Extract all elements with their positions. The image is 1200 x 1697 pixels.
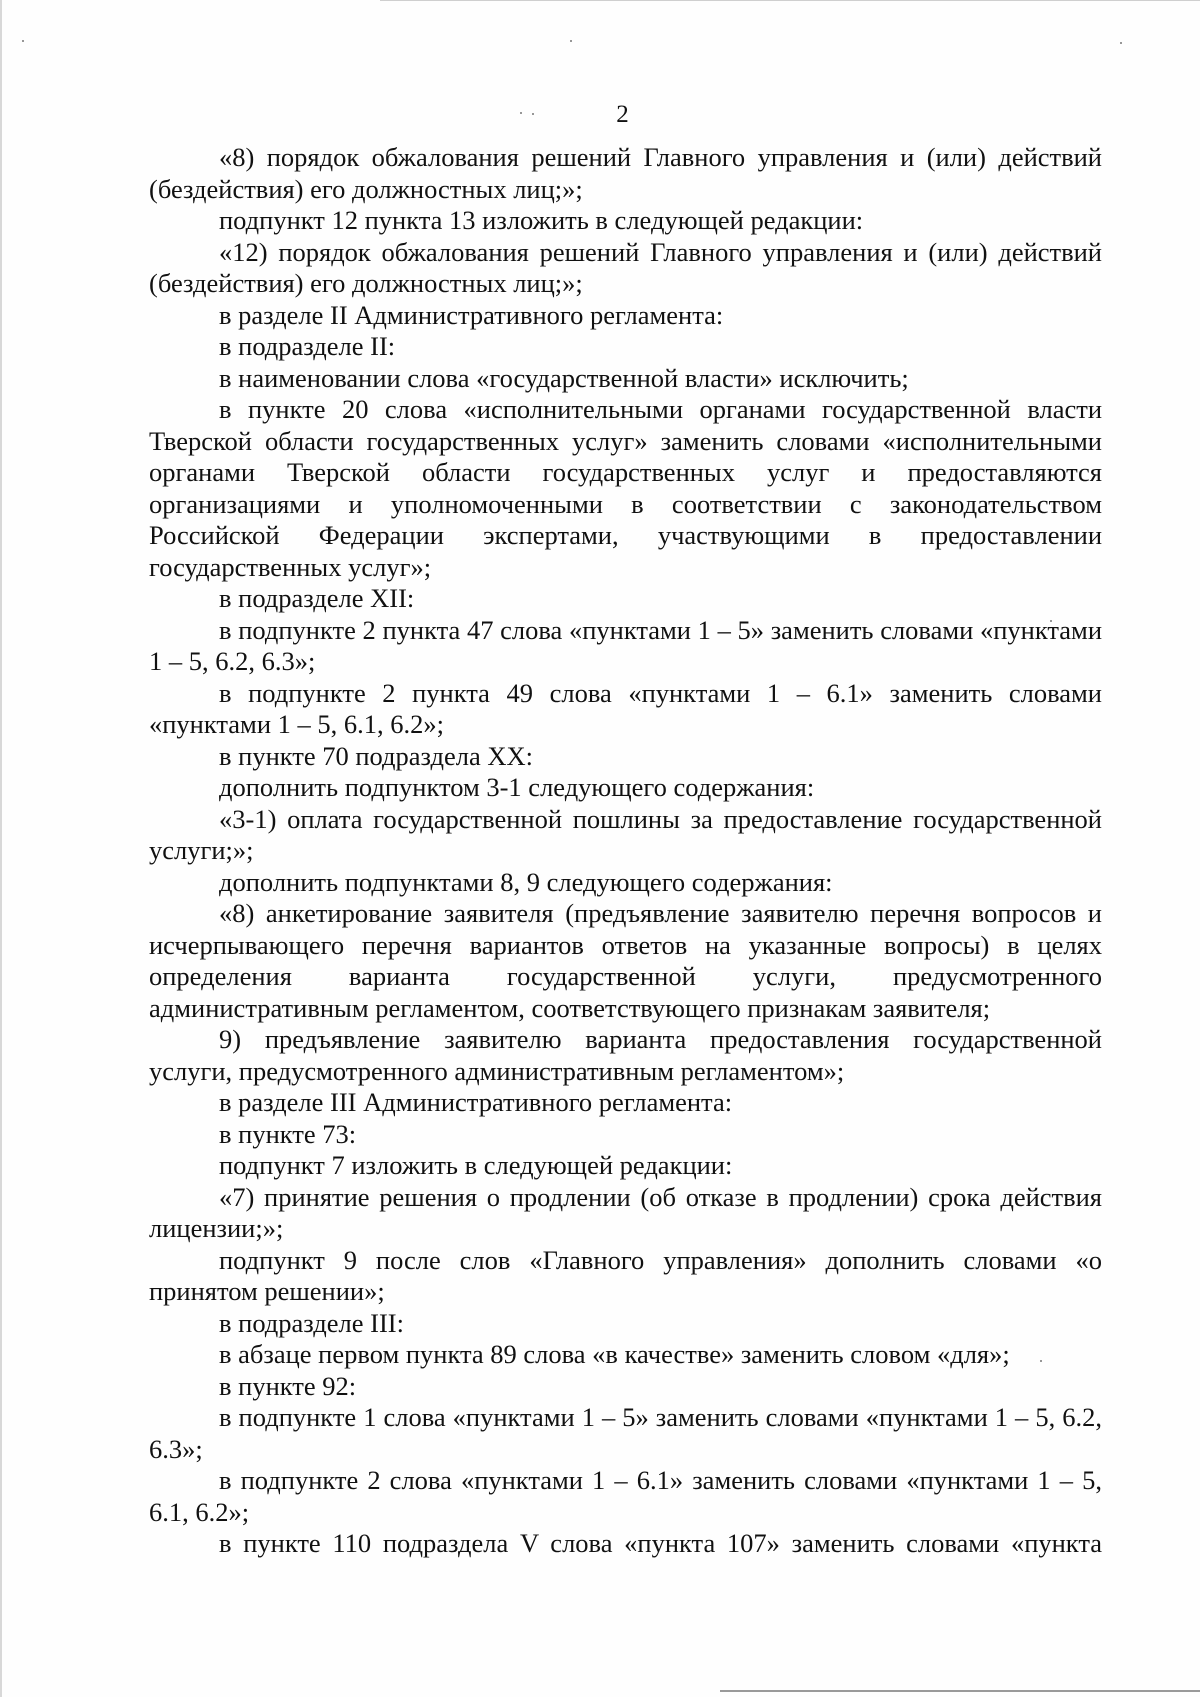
paragraph: 9) предъявление заявителю варианта предоставления государственной услуги, предусмотренного административным регламентом»; [149,1024,1102,1086]
paragraph: в подпункте 2 пункта 49 слова «пунктами 1 – 6.1» заменить словами «пунктами 1 – 5, 6.1, 6.2»; [149,677,1102,739]
paragraph-continued: в пункте 110 подраздела V слова «пункта 107» заменить словами «пункта [219,1528,1102,1558]
paragraph: в пункте 70 подраздела XX: [219,740,534,771]
paragraph: подпункт 12 пункта 13 изложить в следующей редакции: [219,205,864,235]
paragraph: подпункт 9 после слов «Главного управления» дополнить словами «о принятом решении»; [149,1244,1102,1306]
paragraph: «12) порядок обжалования решений Главного управления и (или) действий (бездействия) его должностных лиц;»; [149,236,1102,298]
paragraph: в подразделе XII: [219,583,415,613]
paragraph: в подпункте 1 слова «пунктами 1 – 5» заменить словами «пунктами 1 – 5, 6.2, 6.3»; [149,1402,1102,1464]
paragraph: в подпункте 2 слова «пунктами 1 – 6.1» заменить словами «пунктами 1 – 5, 6.1, 6.2»; [149,1465,1102,1527]
paragraph: подпункт 7 изложить в следующей редакции: [219,1150,733,1180]
scan-edge-top [380,0,1200,1]
paragraph: в абзаце первом пункта 89 слова «в качестве» заменить словом «для»; [219,1339,1010,1369]
scan-speck [570,40,572,42]
paragraph: в пункте 92: [219,1370,357,1401]
paragraph: дополнить подпунктом 3-1 следующего содержания: [219,772,815,802]
paragraph: в пункте 73: [219,1118,357,1149]
paragraph: в разделе II Административного регламента: [219,299,724,330]
paragraph: «3-1) оплата государственной пошлины за предоставление государственной услуги;»; [149,803,1102,865]
paragraph: в пункте 20 слова «исполнительными органами государственной власти Тверской области государственных услуг» заменить словами «исполнительными органами Тверской области государственных услуг и предоставляются организациями и уполномоченными в соответствии с законодательством Российской Федерации экспертами, участвующими в предоставлении государственных услуг»; [149,394,1102,582]
paragraph: в разделе III Административного регламента: [219,1087,733,1117]
scan-edge-left [0,0,2,1697]
paragraph: в подпункте 2 пункта 47 слова «пунктами 1 – 5» заменить словами «пунктами 1 – 5, 6.2, 6.3»; [149,614,1102,676]
document-body [149,142,1102,1560]
paragraph: «8) анкетирование заявителя (предъявление заявителю перечня вопросов и исчерпывающего перечня вариантов ответов на указанные вопросы) в целях определения варианта государственной услуги, предусмотренного административным регламентом, соответствующего признакам заявителя; [149,898,1102,1023]
scan-edge-bottom [720,1690,1200,1692]
paragraph: в подразделе III: [219,1307,404,1338]
paragraph: «7) принятие решения о продлении (об отказе в продлении) срока действия лицензии;»; [149,1181,1102,1243]
paragraph: в подразделе II: [219,331,396,361]
paragraph: дополнить подпунктами 8, 9 следующего содержания: [219,866,833,897]
scan-speck [1120,42,1122,44]
page-number: 2 [616,101,629,128]
paragraph: «8) порядок обжалования решений Главного управления и (или) действий (бездействия) его должностных лиц;»; [149,142,1102,204]
scan-speck [22,40,24,42]
paragraph: в наименовании слова «государственной власти» исключить; [219,362,909,393]
